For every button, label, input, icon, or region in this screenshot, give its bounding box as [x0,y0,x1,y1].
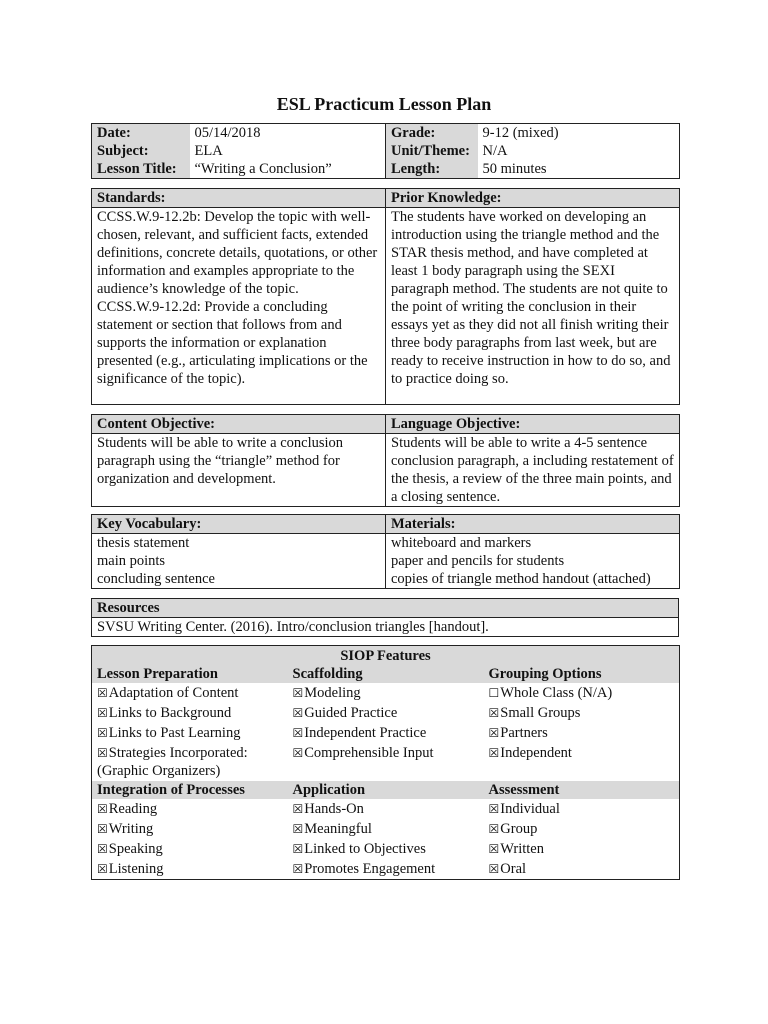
checked-box-icon[interactable]: ☒ [97,822,108,836]
siop-cell [92,703,288,723]
material-item: paper and pencils for students [391,553,565,569]
unit-label: Unit/Theme: [386,142,478,160]
siop-option-label: Individual [500,801,560,817]
siop-option-label: Reading [108,801,158,817]
checked-box-icon[interactable]: ☒ [488,822,500,836]
siop-option-label: Independent Practice [304,725,427,741]
content-objective-heading: Content Objective: [92,415,386,434]
siop-cell [484,819,680,839]
siop-option-label: Promotes Engagement [304,861,436,877]
resources-text: SVSU Writing Center. (2016). Intro/conclusion triangles [handout]. [92,618,679,637]
checked-box-icon[interactable]: ☒ [292,746,304,760]
checked-box-icon[interactable]: ☒ [292,726,304,740]
checked-box-icon[interactable]: ☒ [97,746,108,760]
siop-cell [288,683,484,703]
siop-row [92,799,680,819]
siop-row [92,839,680,859]
unchecked-box-icon[interactable]: ☐ [488,686,500,700]
siop-header-assessment: Assessment [484,781,680,799]
checked-box-icon[interactable]: ☒ [488,746,500,760]
siop-option-label: Oral [500,861,527,877]
resources-table [91,598,679,637]
grade-value: 9-12 (mixed) [482,125,559,141]
vocabulary-item: main points [97,553,166,569]
checked-box-icon[interactable]: ☒ [292,686,304,700]
siop-option-label: Comprehensible Input [304,745,434,761]
checked-box-icon[interactable]: ☒ [488,842,500,856]
checked-box-icon[interactable]: ☒ [292,822,304,836]
checked-box-icon[interactable]: ☒ [488,802,500,816]
unit-value: N/A [482,143,508,159]
objectives-table [91,414,680,507]
language-objective-heading: Language Objective: [386,415,680,434]
siop-option-label: Small Groups [500,705,581,721]
siop-header-integration-of-processes: Integration of Processes [92,781,288,799]
lesson-title-value: “Writing a Conclusion” [194,161,332,177]
siop-cell [484,723,680,743]
siop-row [92,859,680,880]
siop-cell [92,819,288,839]
standard-item: CCSS.W.9-12.2d: Provide a concluding statement or section that follows from and supports the information or explanation presented (e.g., articulating implications or the significance of the topic). [97,299,368,387]
siop-option-label: Linked to Objectives [304,841,426,857]
checked-box-icon[interactable]: ☒ [97,862,108,876]
checked-box-icon[interactable]: ☒ [292,842,304,856]
checked-box-icon[interactable]: ☒ [97,706,108,720]
siop-cell [92,743,288,781]
siop-option-label: Listening [108,861,164,877]
siop-cell [92,683,288,703]
materials-heading: Materials: [386,515,680,534]
checked-box-icon[interactable]: ☒ [488,706,500,720]
siop-option-label: Hands-On [304,801,364,817]
siop-row [92,819,680,839]
vocabulary-materials-table [91,514,680,589]
lesson-title-label: Lesson Title: [92,160,190,179]
material-item: copies of triangle method handout (attached) [391,571,651,587]
siop-option-label: Writing [108,821,154,837]
siop-cell [92,723,288,743]
checked-box-icon[interactable]: ☒ [97,802,108,816]
checked-box-icon[interactable]: ☒ [97,842,108,856]
siop-option-label: Meaningful [304,821,372,837]
siop-header-grouping-options: Grouping Options [488,666,602,682]
subject-value: ELA [194,143,223,159]
siop-heading: SIOP Features [340,648,431,664]
siop-row [92,723,680,743]
siop-option-label: Independent [500,745,572,761]
siop-header-lesson-preparation: Lesson Preparation [97,666,218,682]
siop-cell [92,839,288,859]
siop-option-label: Written [500,841,544,857]
siop-cell [484,839,680,859]
lesson-info-table [91,123,680,179]
checked-box-icon[interactable]: ☒ [97,726,108,740]
siop-option-label: Links to Past Learning [108,725,241,741]
standards-prior-table [91,188,680,405]
key-vocabulary-cell [92,534,386,589]
siop-option-label: Links to Background [108,705,232,721]
siop-header-application: Application [288,781,484,799]
siop-cell [288,819,484,839]
resources-heading: Resources [92,599,679,618]
siop-cell [288,723,484,743]
content-objective-text: Students will be able to write a conclusion paragraph using the “triangle” method for organization and development. [92,434,386,507]
siop-cell [288,799,484,819]
siop-cell [484,743,680,781]
siop-cell [92,799,288,819]
page-title: ESL Practicum Lesson Plan [276,94,492,114]
vocabulary-item: thesis statement [97,535,190,551]
siop-option-label: Strategies Incorporated: [108,745,248,761]
grade-label: Grade: [386,124,478,143]
siop-option-label: Partners [500,725,548,741]
length-value: 50 minutes [482,161,547,177]
checked-box-icon[interactable]: ☒ [97,686,108,700]
checked-box-icon[interactable]: ☒ [488,726,500,740]
siop-option-label: Speaking [108,841,163,857]
date-value: 05/14/2018 [194,125,261,141]
materials-cell [386,534,680,589]
prior-knowledge-text: The students have worked on developing an introduction using the triangle method and the STAR thesis method, and have completed at least 1 body paragraph using the SEXI paragraph method. The students are not quite to the point of writing the conclusion in their essays yet as they did not all finish writing their three body paragraphs from last week, but are ready to receive instruction in how to do so, and to practice doing so. [386,208,680,405]
siop-option-label: Whole Class (N/A) [500,685,613,701]
checked-box-icon[interactable]: ☒ [488,862,500,876]
date-label: Date: [92,124,190,143]
length-label: Length: [386,160,478,179]
siop-row [92,743,680,781]
checked-box-icon[interactable]: ☒ [292,706,304,720]
siop-option-label: Modeling [304,685,361,701]
siop-cell [484,683,680,703]
material-item: whiteboard and markers [391,535,532,551]
standards-cell [92,208,386,405]
language-objective-text: Students will be able to write a 4-5 sentence conclusion paragraph, a including restatement of the thesis, a review of the three main points, and a closing sentence. [386,434,680,507]
siop-header-scaffolding: Scaffolding [292,666,363,682]
siop-option-label: Group [500,821,538,837]
key-vocabulary-heading: Key Vocabulary: [92,515,386,534]
checked-box-icon[interactable]: ☒ [292,862,304,876]
siop-row [92,703,680,723]
vocabulary-item: concluding sentence [97,571,215,587]
siop-cell [484,799,680,819]
standard-item: CCSS.W.9-12.2b: Develop the topic with well-chosen, relevant, and sufficient facts, extended definitions, concrete details, quotations, or other information and examples appropriate to the audience’s knowledge of the topic. [97,209,378,297]
checked-box-icon[interactable]: ☒ [292,802,304,816]
siop-cell [288,743,484,781]
prior-knowledge-heading: Prior Knowledge: [386,189,680,208]
subject-label: Subject: [92,142,190,160]
standards-heading: Standards: [92,189,386,208]
siop-cell [484,703,680,723]
siop-cell [288,859,484,880]
siop-row [92,683,680,703]
siop-cell [92,859,288,880]
strategies-note: (Graphic Organizers) [97,763,221,779]
siop-cell [288,703,484,723]
siop-option-label: Adaptation of Content [108,685,239,701]
siop-cell [484,859,680,880]
siop-features-table [91,645,680,880]
siop-cell [288,839,484,859]
siop-option-label: Guided Practice [304,705,398,721]
